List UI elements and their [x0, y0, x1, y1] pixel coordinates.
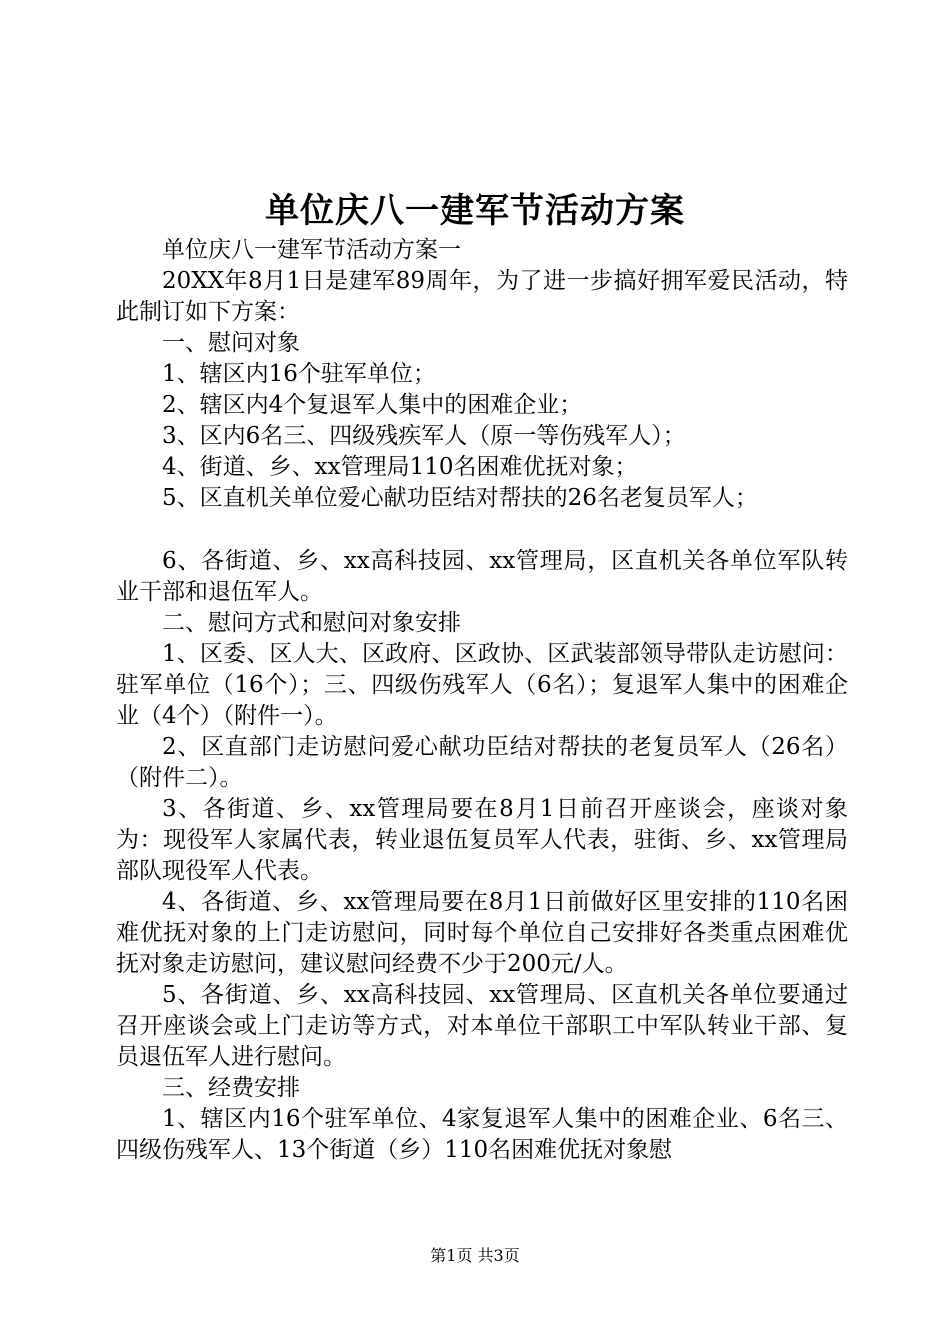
list-item: 6、各街道、乡、xx高科技园、xx管理局，区直机关各单位军队转业干部和退伍军人。	[116, 548, 848, 605]
list-item: 1、区委、区人大、区政府、区政协、区武装部领导带队走访慰问：驻军单位（16个）；三、四级伤残军人（6名）；复退军人集中的困难企业（4个）（附件一）。	[116, 641, 848, 729]
list-item: 1、辖区内16个驻军单位；	[162, 361, 436, 387]
list-item: 5、各街道、乡、xx高科技园、xx管理局、区直机关各单位要通过召开座谈会或上门走访等方式，对本单位干部职工中军队转业干部、复员退伍军人进行慰问。	[116, 982, 848, 1070]
section-heading-1: 一、慰问对象	[162, 330, 300, 356]
section-heading-2: 二、慰问方式和慰问对象安排	[162, 610, 461, 636]
list-item: 3、各街道、乡、xx管理局要在8月1日前召开座谈会，座谈对象为：现役军人家属代表，转业退伍复员军人代表，驻街、乡、xx管理局部队现役军人代表。	[116, 796, 848, 884]
list-item: 5、区直机关单位爱心献功臣结对帮扶的26名老复员军人；	[162, 485, 758, 511]
list-item: 4、街道、乡、xx管理局110名困难优抚对象；	[162, 454, 638, 480]
list-item: 2、辖区内4个复退军人集中的困难企业；	[162, 392, 583, 418]
list-item: 3、区内6名三、四级残疾军人（原一等伤残军人）；	[162, 423, 686, 449]
paragraph-subtitle: 单位庆八一建军节活动方案一	[162, 237, 461, 263]
section-heading-3: 三、经费安排	[162, 1075, 300, 1101]
list-item: 4、各街道、乡、xx管理局要在8月1日前做好区里安排的110名困难优抚对象的上门走访慰问，同时每个单位自己安排好各类重点困难优抚对象走访慰问，建议慰问经费不少于200元/人。	[116, 889, 848, 977]
list-item: 2、区直部门走访慰问爱心献功臣结对帮扶的老复员军人（26名）（附件二）。	[116, 734, 848, 791]
document-body	[116, 235, 848, 1166]
list-item: 1、辖区内16个驻军单位、4家复退军人集中的困难企业、6名三、四级伤残军人、13个街道（乡）110名困难优抚对象慰	[116, 1106, 848, 1163]
page-footer: 第1页 共3页	[430, 1246, 520, 1265]
paragraph-intro: 20XX年8月1日是建军89周年，为了进一步搞好拥军爱民活动，特此制订如下方案：	[116, 268, 848, 325]
blank-line	[116, 514, 848, 546]
document-title: 单位庆八一建军节活动方案	[265, 191, 685, 231]
